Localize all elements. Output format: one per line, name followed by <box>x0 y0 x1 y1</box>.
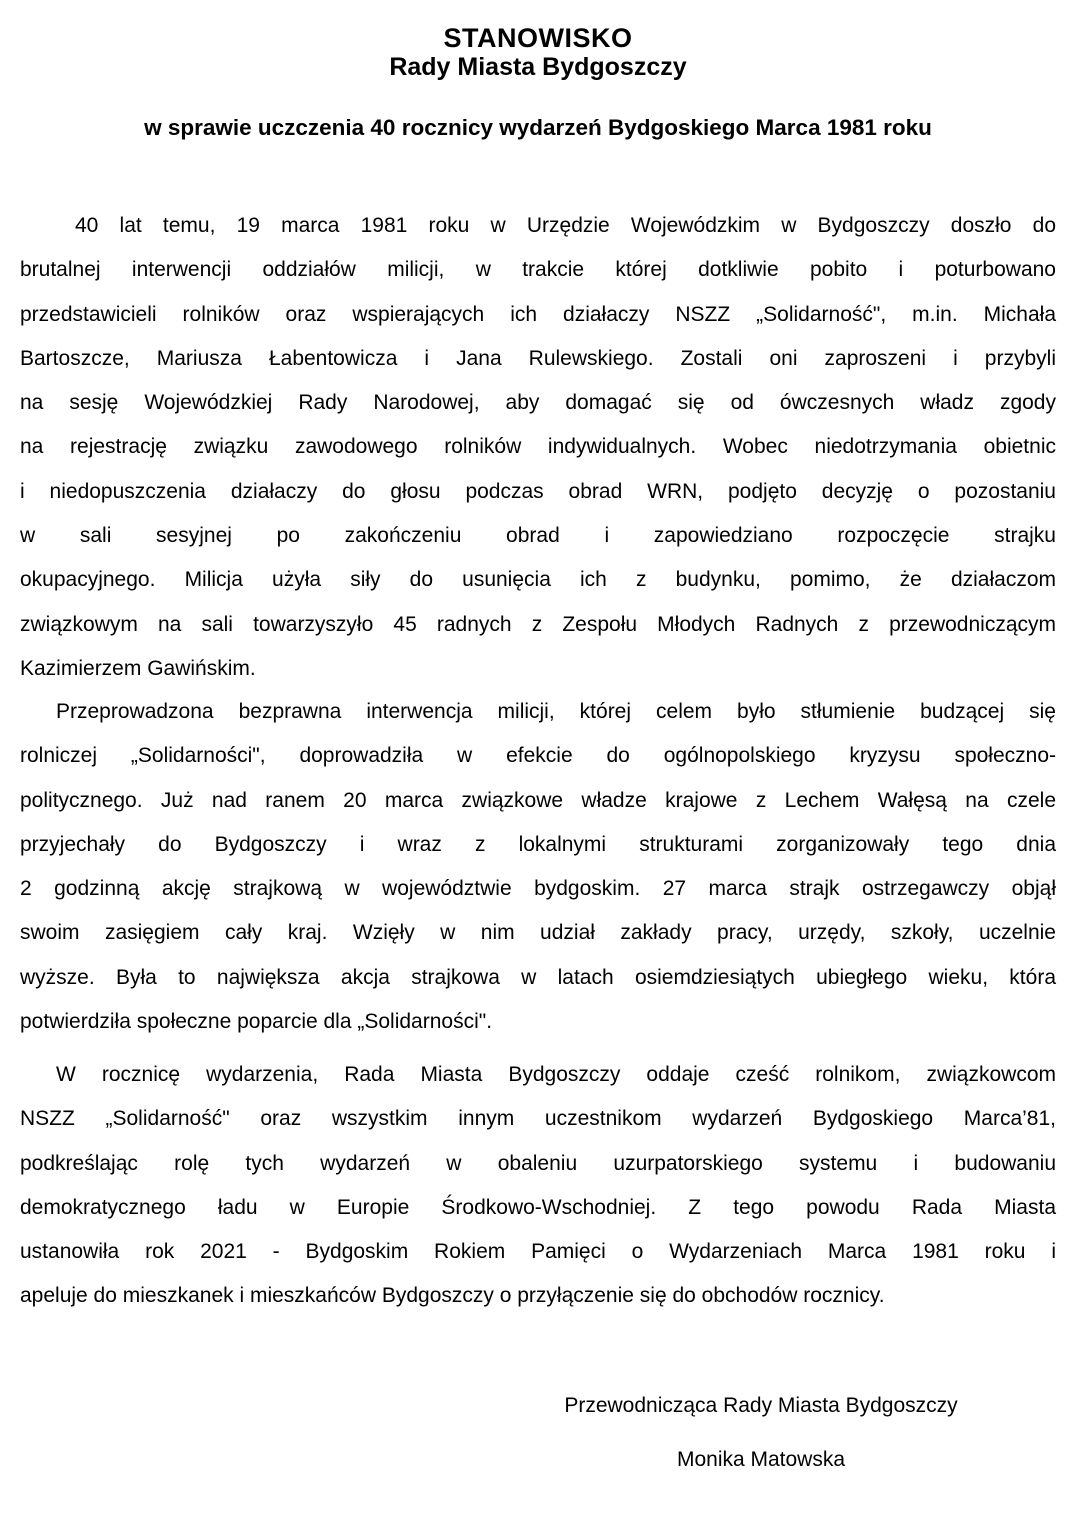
paragraph-3 <box>20 1053 1056 1319</box>
text-line: politycznego. Już nad ranem 20 marca związkowe władze krajowe z Lechem Wałęsą na czele <box>20 788 1056 812</box>
text-line: związkowym na sali towarzyszyło 45 radnych z Zespołu Młodych Radnych z przewodniczącym <box>20 612 1056 636</box>
text-line: Przeprowadzona bezprawna interwencja milicji, której celem było stłumienie budzącej się <box>56 700 1056 723</box>
text-line: okupacyjnego. Milicja użyła siły do usunięcia ich z budynku, pomimo, że działaczom <box>20 568 1056 592</box>
text-line: rolniczej „Solidarności", doprowadziła w efekcie do ogólnopolskiego kryzysu społeczno- <box>20 744 1056 768</box>
signature-block <box>530 1384 992 1483</box>
text-line: w sali sesyjnej po zakończeniu obrad i zapowiedziano rozpoczęcie strajku <box>20 524 1056 548</box>
text-line: brutalnej interwencji oddziałów milicji, w trakcie której dotkliwie pobito i poturbowano <box>20 258 1056 282</box>
text-line: Kazimierzem Gawińskim. <box>20 656 256 680</box>
paragraph-2 <box>20 690 1056 1044</box>
text-line: na rejestrację związku zawodowego rolników indywidualnych. Wobec niedotrzymania obietnic <box>20 435 1056 459</box>
signature-role: Przewodnicząca Rady Miasta Bydgoszczy <box>564 1394 958 1417</box>
text-line: ustanowiła rok 2021 - Bydgoskim Rokiem Pamięci o Wydarzeniach Marca 1981 roku i <box>20 1240 1056 1264</box>
text-line: podkreślając rolę tych wydarzeń w obaleniu uzurpatorskiego systemu i budowaniu <box>20 1151 1056 1175</box>
text-line: potwierdziła społeczne poparcie dla „Solidarności". <box>20 1010 493 1034</box>
text-line: 40 lat temu, 19 marca 1981 roku w Urzędzie Wojewódzkim w Bydgoszczy doszło do <box>75 214 1056 237</box>
document-organization: Rady Miasta Bydgoszczy <box>389 53 687 81</box>
text-line: 2 godzinną akcję strajkową w województwie bydgoskim. 27 marca strajk ostrzegawczy objął <box>20 877 1056 901</box>
text-line: przedstawicieli rolników oraz wspierających ich działaczy NSZZ „Solidarność", m.in. Michała <box>20 302 1056 326</box>
document-subject: w sprawie uczczenia 40 rocznicy wydarzeń Bydgoskiego Marca 1981 roku <box>144 115 932 140</box>
text-line: wyższe. Była to największa akcja strajkowa w latach osiemdziesiątych ubiegłego wieku, która <box>20 965 1056 989</box>
signature-name: Monika Matowska <box>676 1448 846 1472</box>
text-line: i niedopuszczenia działaczy do głosu podczas obrad WRN, podjęto decyzję o pozostaniu <box>20 479 1056 503</box>
paragraph-1 <box>20 204 1056 691</box>
text-line: Bartoszcze, Mariusza Łabentowicza i Jana Rulewskiego. Zostali oni zaproszeni i przybyli <box>20 346 1056 370</box>
text-line: apeluje do mieszkanek i mieszkańców Bydgoszczy o przyłączenie się do obchodów rocznicy. <box>20 1284 885 1308</box>
text-line: NSZZ „Solidarność" oraz wszystkim innym uczestnikom wydarzeń Bydgoskiego Marca’81, <box>20 1107 1056 1131</box>
text-line: W rocznicę wydarzenia, Rada Miasta Bydgoszczy oddaje cześć rolnikom, związkowcom <box>56 1063 1056 1086</box>
text-line: przyjechały do Bydgoszczy i wraz z lokalnymi strukturami zorganizowały tego dnia <box>20 832 1056 856</box>
document-title: STANOWISKO <box>443 23 633 53</box>
text-line: na sesję Wojewódzkiej Rady Narodowej, aby domagać się od ówczesnych władz zgody <box>20 391 1056 415</box>
text-line: demokratycznego ładu w Europie Środkowo-Wschodniej. Z tego powodu Rada Miasta <box>20 1195 1056 1219</box>
text-line: swoim zasięgiem cały kraj. Wzięły w nim udział zakłady pracy, urzędy, szkoły, uczelnie <box>20 921 1056 945</box>
